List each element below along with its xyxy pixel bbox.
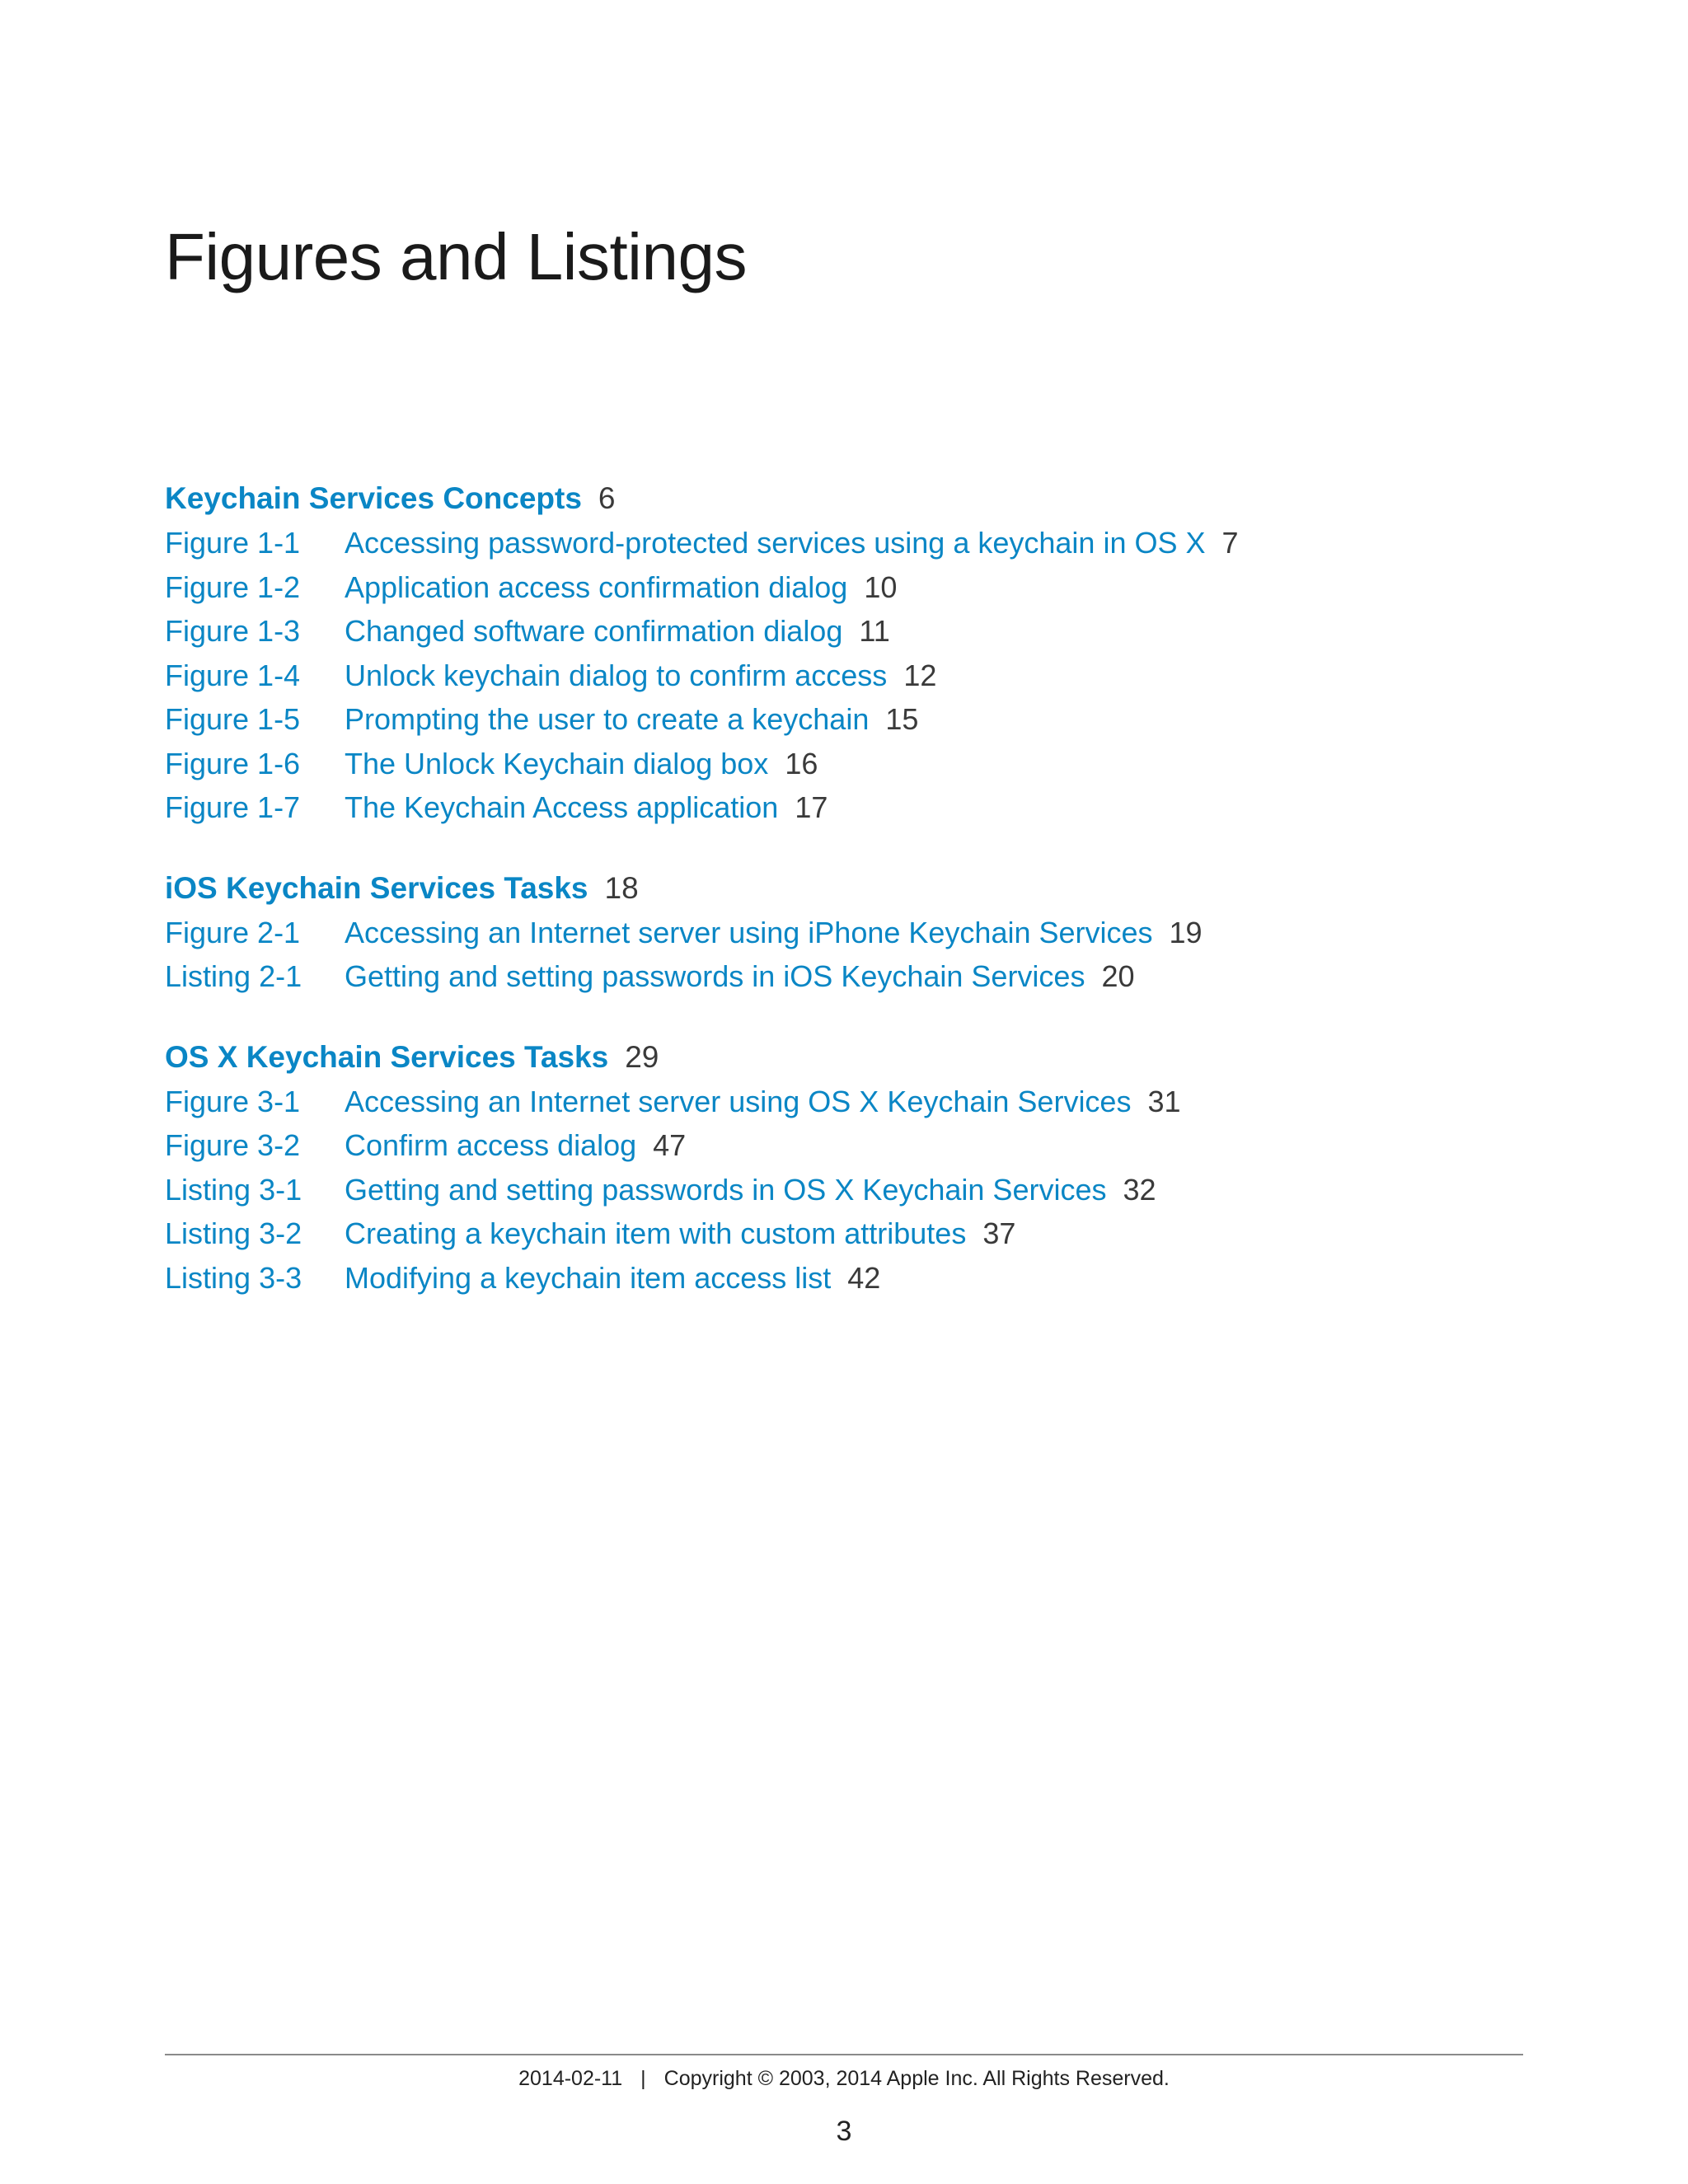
entry-label[interactable]: Figure 1-5 xyxy=(165,702,301,736)
entry-label[interactable]: Figure 3-1 xyxy=(165,1084,301,1118)
entry-label[interactable]: Figure 1-1 xyxy=(165,526,301,560)
toc-entry[interactable] xyxy=(165,954,1517,999)
entry-title[interactable]: The Unlock Keychain dialog box xyxy=(345,746,769,780)
entry-label[interactable]: Figure 1-2 xyxy=(165,569,301,604)
toc-entry[interactable] xyxy=(165,521,1517,565)
toc-entry[interactable] xyxy=(165,1212,1517,1256)
footer-divider xyxy=(165,2054,1523,2055)
entry-page-number: 47 xyxy=(653,1128,687,1162)
toc-entry[interactable] xyxy=(165,1080,1517,1124)
section-title-link[interactable]: OS X Keychain Services Tasks xyxy=(165,1039,609,1074)
entry-page-number: 7 xyxy=(1221,526,1239,560)
toc-section xyxy=(165,1035,1517,1301)
toc-entry[interactable] xyxy=(165,654,1517,698)
entry-page-number: 31 xyxy=(1147,1084,1181,1118)
section-title-link[interactable]: Keychain Services Concepts xyxy=(165,481,582,515)
section-page-number: 6 xyxy=(598,481,616,515)
toc-section xyxy=(165,476,1517,830)
toc-entry[interactable] xyxy=(165,609,1517,654)
footer-copyright: Copyright © 2003, 2014 Apple Inc. All Rights Reserved. xyxy=(663,2067,1170,2090)
entry-page-number: 32 xyxy=(1123,1172,1156,1207)
entry-label[interactable]: Figure 3-2 xyxy=(165,1128,301,1162)
entry-label[interactable]: Listing 2-1 xyxy=(165,959,302,993)
entry-page-number: 16 xyxy=(785,746,818,780)
section-page-number: 18 xyxy=(604,870,639,905)
page-title: Figures and Listings xyxy=(165,220,747,293)
toc-entry[interactable] xyxy=(165,1123,1517,1168)
toc-entry[interactable] xyxy=(165,785,1517,830)
entry-title[interactable]: Accessing password-protected services using a keychain in OS X xyxy=(345,526,1206,560)
entry-title[interactable]: Application access confirmation dialog xyxy=(345,569,848,604)
entry-page-number: 20 xyxy=(1101,959,1135,993)
entry-page-number: 19 xyxy=(1169,915,1203,949)
entry-page-number: 12 xyxy=(903,658,937,692)
section-title-link[interactable]: iOS Keychain Services Tasks xyxy=(165,870,588,905)
entry-title[interactable]: Getting and setting passwords in OS X Keychain Services xyxy=(345,1172,1107,1207)
entry-title[interactable]: Modifying a keychain item access list xyxy=(345,1260,832,1295)
section-heading[interactable] xyxy=(165,866,1517,911)
page-number: 3 xyxy=(836,2116,852,2147)
footer-separator: | xyxy=(640,2067,646,2090)
entry-title[interactable]: The Keychain Access application xyxy=(345,790,779,824)
entry-title[interactable]: Accessing an Internet server using iPhone Keychain Services xyxy=(345,915,1153,949)
toc-entry[interactable] xyxy=(165,697,1517,742)
entry-label[interactable]: Figure 1-6 xyxy=(165,746,301,780)
entry-page-number: 10 xyxy=(864,569,898,604)
entry-label[interactable]: Figure 1-7 xyxy=(165,790,301,824)
toc-section xyxy=(165,866,1517,999)
entry-label[interactable]: Figure 2-1 xyxy=(165,915,301,949)
entry-label[interactable]: Listing 3-1 xyxy=(165,1172,302,1207)
section-page-number: 29 xyxy=(625,1039,659,1074)
entry-page-number: 11 xyxy=(859,614,890,648)
entry-title[interactable]: Getting and setting passwords in iOS Keychain Services xyxy=(345,959,1085,993)
toc-entry[interactable] xyxy=(165,565,1517,610)
entry-page-number: 17 xyxy=(795,790,828,824)
toc-entry[interactable] xyxy=(165,1168,1517,1212)
entry-title[interactable]: Changed software confirmation dialog xyxy=(345,614,843,648)
entry-page-number: 15 xyxy=(885,702,919,736)
entry-label[interactable]: Figure 1-3 xyxy=(165,614,301,648)
entry-page-number: 42 xyxy=(847,1260,881,1295)
section-heading[interactable] xyxy=(165,1035,1517,1080)
entry-label[interactable]: Listing 3-3 xyxy=(165,1260,302,1295)
entry-title[interactable]: Accessing an Internet server using OS X Keychain Services xyxy=(345,1084,1132,1118)
table-of-figures xyxy=(165,476,1517,1336)
section-heading[interactable] xyxy=(165,476,1517,521)
footer-date: 2014-02-11 xyxy=(518,2067,623,2090)
toc-entry[interactable] xyxy=(165,1256,1517,1301)
toc-entry[interactable] xyxy=(165,742,1517,786)
entry-label[interactable]: Listing 3-2 xyxy=(165,1216,302,1250)
entry-title[interactable]: Creating a keychain item with custom attributes xyxy=(345,1216,967,1250)
entry-label[interactable]: Figure 1-4 xyxy=(165,658,301,692)
entry-title[interactable]: Confirm access dialog xyxy=(345,1128,637,1162)
entry-title[interactable]: Unlock keychain dialog to confirm access xyxy=(345,658,888,692)
toc-entry[interactable] xyxy=(165,911,1517,955)
entry-page-number: 37 xyxy=(982,1216,1016,1250)
entry-title[interactable]: Prompting the user to create a keychain xyxy=(345,702,870,736)
footer xyxy=(0,2067,1688,2091)
